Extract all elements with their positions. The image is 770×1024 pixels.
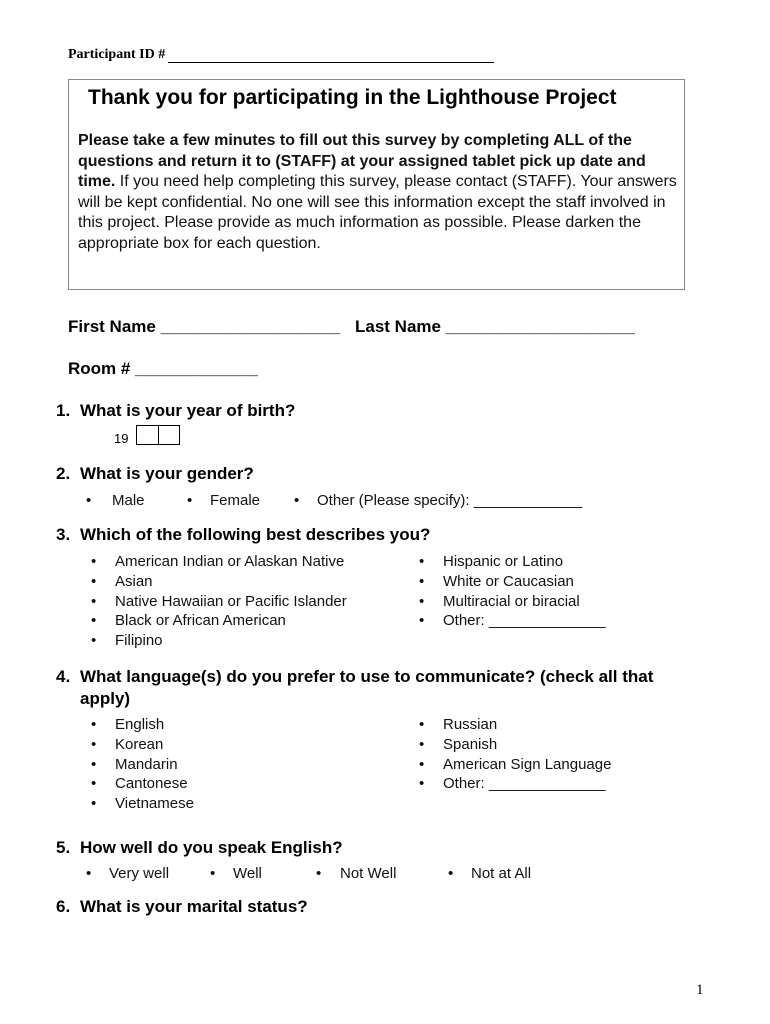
question-text: What is your gender? bbox=[80, 464, 254, 483]
option-label: Not at All bbox=[471, 865, 532, 882]
option-label: Korean bbox=[115, 735, 164, 753]
participant-id-line[interactable] bbox=[168, 49, 494, 63]
birth-year-boxes bbox=[136, 425, 180, 445]
option-label: Female bbox=[210, 492, 261, 509]
list-item[interactable] bbox=[91, 735, 194, 755]
intro-bold-text: Please take a few minutes to fill out this survey by completing ALL of the questions and return it to (STAFF) at your assigned tablet pick up date and time. bbox=[78, 132, 646, 190]
option-label: Russian bbox=[443, 716, 498, 733]
option-label: Cantonese bbox=[115, 775, 188, 793]
option-label: Not Well bbox=[340, 865, 397, 882]
option-label: Hispanic or Latino bbox=[443, 553, 564, 570]
option-label: Filipino bbox=[115, 632, 163, 650]
bullet: • bbox=[91, 775, 97, 793]
list-item[interactable] bbox=[419, 572, 606, 592]
bullet: • bbox=[86, 865, 92, 882]
option-label: Other (Please specify): _____________ bbox=[317, 492, 583, 509]
option-male[interactable] bbox=[86, 492, 145, 509]
bullet: • bbox=[419, 572, 425, 590]
birth-year-digit-box[interactable] bbox=[137, 426, 159, 444]
intro-title: Thank you for participating in the Lighthouse Project bbox=[88, 86, 617, 109]
ethnicity-options-right bbox=[419, 552, 606, 631]
bullet: • bbox=[419, 775, 425, 793]
intro-normal-text: If you need help completing this survey, please contact (STAFF). Your answers will be kept confidential. No one will see this information except the staff involved in this project. Please provide as much information as possible. Please darken the appropriate box for each question. bbox=[78, 173, 677, 252]
list-item[interactable] bbox=[91, 572, 347, 592]
bullet: • bbox=[91, 735, 97, 753]
birth-year-digit-box[interactable] bbox=[159, 426, 180, 444]
bullet: • bbox=[91, 716, 97, 733]
question-number: 4. bbox=[56, 667, 71, 686]
list-item[interactable] bbox=[419, 735, 611, 755]
option-label: Other: ______________ bbox=[443, 775, 606, 793]
bullet: • bbox=[419, 716, 425, 733]
bullet: • bbox=[419, 735, 425, 753]
room-field[interactable]: Room # _____________ bbox=[68, 359, 258, 378]
question-number: 6. bbox=[56, 897, 71, 916]
option-label: Vietnamese bbox=[115, 795, 194, 813]
question-text: How well do you speak English? bbox=[80, 838, 343, 857]
list-item[interactable] bbox=[91, 552, 347, 572]
question-3 bbox=[56, 525, 430, 545]
question-text: What is your year of birth? bbox=[80, 401, 296, 420]
option-label: Multiracial or biracial bbox=[443, 592, 580, 610]
option-female[interactable] bbox=[187, 492, 260, 509]
bullet: • bbox=[91, 553, 97, 570]
question-number: 2. bbox=[56, 464, 71, 483]
question-number: 5. bbox=[56, 838, 71, 857]
list-item[interactable] bbox=[419, 755, 611, 775]
bullet: • bbox=[91, 795, 97, 813]
bullet: • bbox=[210, 865, 216, 882]
option-very-well[interactable] bbox=[86, 865, 169, 882]
bullet: • bbox=[91, 755, 97, 773]
list-item[interactable] bbox=[91, 611, 347, 631]
question-4-continued: apply) bbox=[80, 689, 131, 708]
option-label: Asian bbox=[115, 572, 153, 590]
list-item[interactable] bbox=[419, 774, 611, 794]
question-number: 1. bbox=[56, 401, 71, 420]
list-item[interactable] bbox=[91, 794, 194, 814]
question-text: What is your marital status? bbox=[80, 897, 308, 916]
list-item[interactable] bbox=[91, 631, 347, 651]
option-not-well[interactable] bbox=[316, 865, 396, 882]
question-4 bbox=[56, 667, 653, 687]
list-item[interactable] bbox=[419, 592, 606, 612]
last-name-field[interactable]: Last Name ____________________ bbox=[355, 317, 635, 336]
participant-id-label: Participant ID # bbox=[68, 47, 166, 62]
option-label: American Indian or Alaskan Native bbox=[115, 553, 345, 570]
list-item[interactable] bbox=[91, 715, 194, 735]
list-item[interactable] bbox=[419, 552, 606, 572]
question-1 bbox=[56, 401, 295, 421]
first-name-field[interactable]: First Name ___________________ bbox=[68, 317, 341, 336]
bullet: • bbox=[187, 492, 193, 509]
participant-id-field bbox=[68, 47, 494, 63]
language-options-left bbox=[91, 715, 194, 814]
option-label: Spanish bbox=[443, 735, 498, 753]
bullet: • bbox=[419, 612, 425, 630]
bullet: • bbox=[294, 492, 300, 509]
list-item[interactable] bbox=[419, 715, 611, 735]
list-item[interactable] bbox=[91, 755, 194, 775]
list-item[interactable] bbox=[91, 592, 347, 612]
question-5 bbox=[56, 838, 343, 858]
option-label: Well bbox=[233, 865, 262, 882]
list-item[interactable] bbox=[419, 611, 606, 631]
option-label: Native Hawaiian or Pacific Islander bbox=[115, 592, 347, 610]
option-well[interactable] bbox=[210, 865, 262, 882]
option-label: Mandarin bbox=[115, 755, 178, 773]
option-label: Male bbox=[112, 492, 145, 509]
option-label: Very well bbox=[109, 865, 170, 882]
bullet: • bbox=[419, 592, 425, 610]
question-text: Which of the following best describes you? bbox=[80, 525, 431, 544]
question-text: What language(s) do you prefer to use to communicate? (check all that bbox=[80, 667, 654, 686]
bullet: • bbox=[91, 592, 97, 610]
bullet: • bbox=[91, 612, 97, 630]
question-6 bbox=[56, 897, 308, 917]
page-number: 1 bbox=[696, 982, 704, 998]
intro-text bbox=[78, 131, 678, 254]
bullet: • bbox=[448, 865, 454, 882]
option-other-gender[interactable] bbox=[294, 492, 582, 509]
question-2 bbox=[56, 464, 254, 484]
option-label: American Sign Language bbox=[443, 755, 612, 773]
option-not-at-all[interactable] bbox=[448, 865, 531, 882]
bullet: • bbox=[86, 492, 92, 509]
language-options-right bbox=[419, 715, 611, 794]
option-label: English bbox=[115, 716, 165, 733]
option-label: White or Caucasian bbox=[443, 572, 574, 590]
bullet: • bbox=[316, 865, 322, 882]
ethnicity-options-left bbox=[91, 552, 347, 651]
question-number: 3. bbox=[56, 525, 71, 544]
bullet: • bbox=[91, 572, 97, 590]
bullet: • bbox=[419, 755, 425, 773]
option-label: Black or African American bbox=[115, 612, 286, 630]
bullet: • bbox=[91, 632, 97, 650]
option-label: Other: ______________ bbox=[443, 612, 606, 630]
bullet: • bbox=[419, 553, 425, 570]
list-item[interactable] bbox=[91, 774, 194, 794]
birth-year-prefix: 19 bbox=[114, 431, 129, 446]
